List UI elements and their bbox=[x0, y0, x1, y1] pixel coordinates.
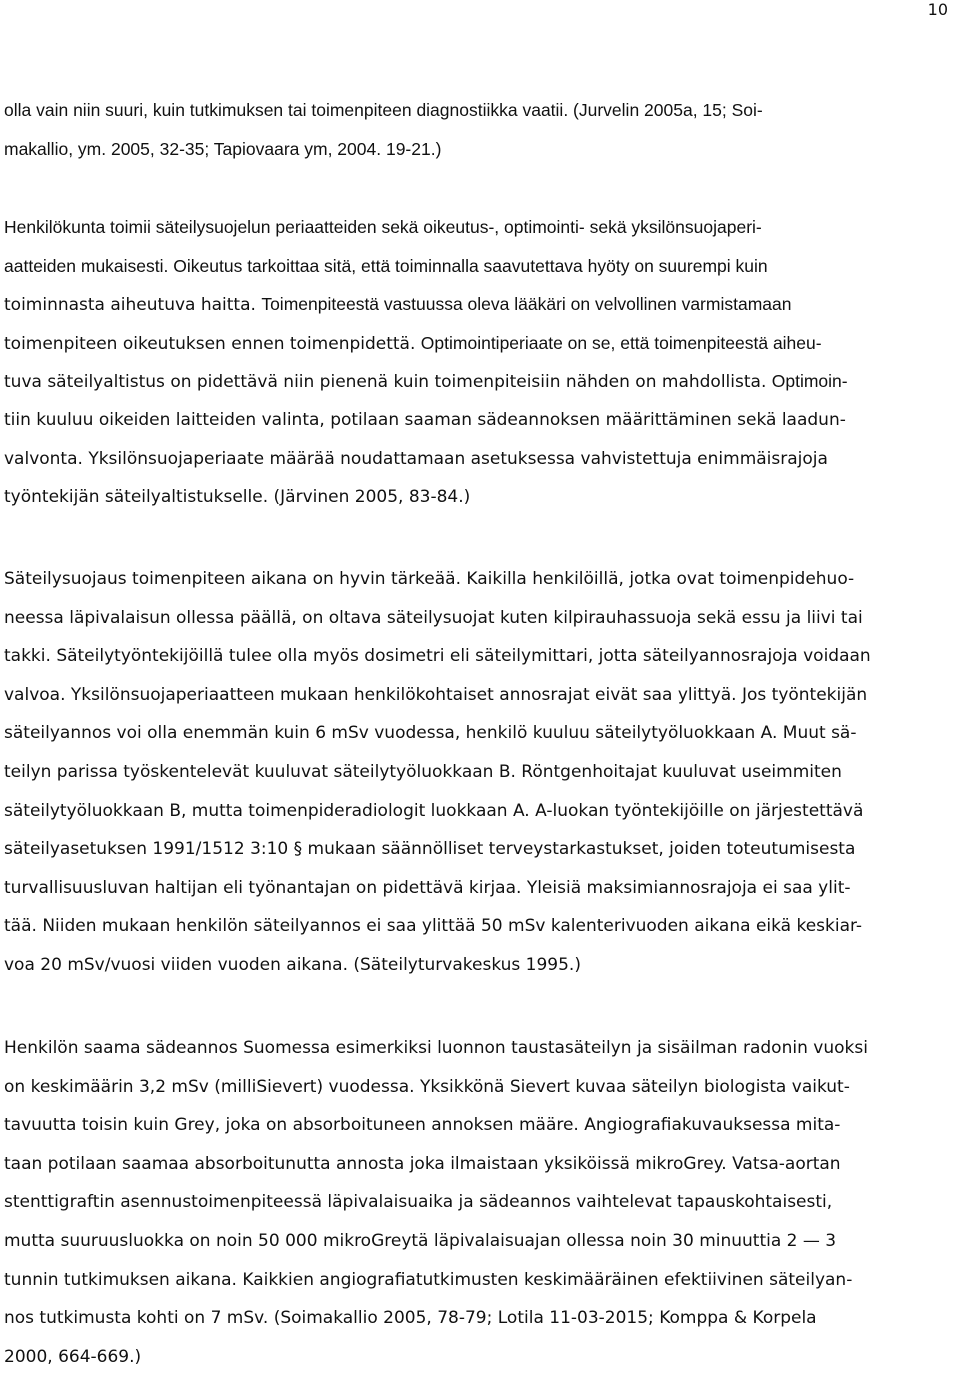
text-line: on keskimäärin 3,2 mSv (milliSievert) vuodessa. Yksikkönä Sievert kuvaa säteilyn biologista vaikut- bbox=[4, 1076, 850, 1097]
paragraph-2 bbox=[4, 208, 848, 517]
paragraph-1 bbox=[4, 91, 763, 168]
text-line: työntekijän säteilyaltistukselle. (Järvinen 2005, 83-84.) bbox=[4, 487, 471, 508]
text-line: tiin kuuluu oikeiden laitteiden valinta, potilaan saaman sädeannoksen määrittäminen sekä laadun- bbox=[4, 409, 846, 430]
text-line: teilyn parissa työskentelevät kuuluvat säteilytyöluokkaan B. Röntgenhoitajat kuuluvat useimmiten bbox=[4, 761, 842, 782]
paragraph-4 bbox=[4, 1029, 868, 1376]
text-line: mutta suuruusluokka on noin 50 000 mikroGreytä läpivalaisuajan ollessa noin 30 minuuttia 2 — 3 bbox=[4, 1230, 837, 1251]
text-line: tää. Niiden mukaan henkilön säteilyannos ei saa ylittää 50 mSv kalenterivuoden aikana eikä keskiar- bbox=[4, 916, 863, 937]
text-line: taan potilaan saamaa absorboitunutta annosta joka ilmaistaan yksiköissä mikroGrey. Vatsa-aortan bbox=[4, 1153, 841, 1174]
text-line: takki. Säteilytyöntekijöillä tulee olla myös dosimetri eli säteilymittari, jotta säteilyannosrajoja voidaan bbox=[4, 646, 871, 667]
text-line: tunnin tutkimuksen aikana. Kaikkien angiografiatutkimusten keskimääräinen efektiivinen säteilyan- bbox=[4, 1269, 853, 1290]
text-line: tavuutta toisin kuin Grey, joka on absorboituneen annoksen määre. Angiografiakuvauksessa mita- bbox=[4, 1115, 841, 1136]
text-line: toimenpiteen oikeutuksen ennen toimenpidettä. Optimointiperiaate on se, että toimenpiteestä aiheu- bbox=[4, 332, 822, 354]
page-number: 10 bbox=[927, 0, 948, 19]
text-line: turvallisuusluvan haltijan eli työnantajan on pidettävä kirjaa. Yleisiä maksimiannosrajoja ei saa ylit- bbox=[4, 877, 851, 898]
text-line: aatteiden mukaisesti. Oikeutus tarkoittaa sitä, että toiminnalla saavutettava hyöty on suurempi kuin bbox=[4, 255, 768, 276]
text-line: valvoa. Yksilönsuojaperiaatteen mukaan henkilökohtaiset annosrajat eivät saa ylittyä. Jos työntekijän bbox=[4, 684, 868, 705]
text-line: Säteilysuojaus toimenpiteen aikana on hyvin tärkeää. Kaikilla henkilöillä, jotka ovat toimenpidehuo- bbox=[4, 569, 855, 589]
text-line: valvonta. Yksilönsuojaperiaate määrää noudattamaan asetuksessa vahvistettuja enimmäisrajoja bbox=[4, 448, 828, 469]
text-line: olla vain niin suuri, kuin tutkimuksen tai toimenpiteen diagnostiikka vaatii. (Jurvelin 2005a, 15; Soi- bbox=[4, 100, 763, 120]
text-line: makallio, ym. 2005, 32-35; Tapiovaara ym, 2004. 19-21.) bbox=[4, 138, 442, 159]
text-line: stenttigraftin asennustoimenpiteessä läpivalaisuaika ja sädeannos vaihtelevat tapauskohtaisesti, bbox=[4, 1192, 833, 1213]
text-line: nos tutkimusta kohti on 7 mSv. (Soimakallio 2005, 78-79; Lotila 11-03-2015; Komppa & Korpela bbox=[4, 1308, 817, 1329]
text-line: voa 20 mSv/vuosi viiden vuoden aikana. (Säteilyturvakeskus 1995.) bbox=[4, 954, 581, 975]
text-line: säteilyannos voi olla enemmän kuin 6 mSv vuodessa, henkilö kuuluu säteilytyöluokkaan A. Muut sä- bbox=[4, 723, 857, 744]
text-line: 2000, 664-669.) bbox=[4, 1346, 142, 1367]
text-line: Henkilökunta toimii säteilysuojelun periaatteiden sekä oikeutus-, optimointi- sekä yksilönsuojaperi- bbox=[4, 217, 762, 237]
text-line: säteilytyöluokkaan B, mutta toimenpideradiologit luokkaan A. A-luokan työntekijöille on järjestettävä bbox=[4, 800, 864, 821]
paragraph-3 bbox=[4, 560, 871, 985]
text-line: tuva säteilyaltistus on pidettävä niin pienenä kuin toimenpiteisiin nähden on mahdollista. Optimoin- bbox=[4, 371, 848, 393]
text-line: säteilyasetuksen 1991/1512 3:10 § mukaan säännölliset terveystarkastukset, joiden toteutumisesta bbox=[4, 839, 856, 860]
text-line: toiminnasta aiheutuva haitta. Toimenpiteestä vastuussa oleva lääkäri on velvollinen varmistamaan bbox=[4, 294, 792, 316]
text-line: neessa läpivalaisun ollessa päällä, on oltava säteilysuojat kuten kilpirauhassuoja sekä essu ja liivi tai bbox=[4, 607, 863, 628]
text-line: Henkilön saama sädeannos Suomessa esimerkiksi luonnon taustasäteilyn ja sisäilman radonin vuoksi bbox=[4, 1038, 868, 1058]
